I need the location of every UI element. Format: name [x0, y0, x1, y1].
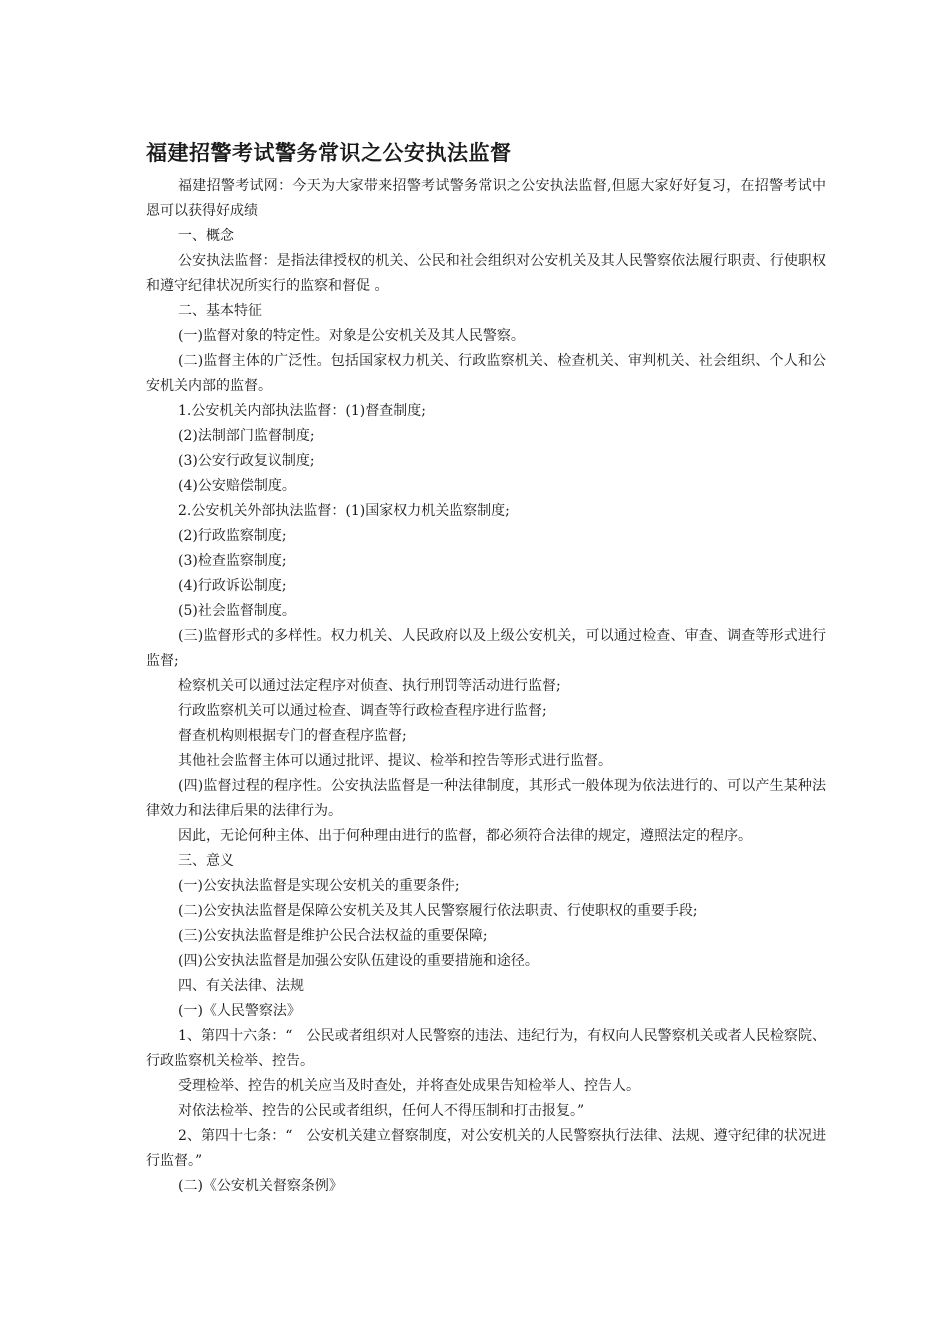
- paragraph: 其他社会监督主体可以通过批评、提议、检举和控告等形式进行监督。: [178, 753, 612, 769]
- list-item: (4)公安赔偿制度。: [178, 478, 296, 494]
- list-item: (2)法制部门监督制度;: [178, 428, 315, 444]
- list-item: 1.公安机关内部执法监督：(1)督查制度;: [178, 403, 426, 419]
- paragraph: 福建招警考试网：今天为大家带来招警考试警务常识之公安执法监督,但愿大家好好复习，在招警考试中恩可以获得好成绩: [146, 178, 826, 219]
- list-item: (2)行政监察制度;: [178, 528, 287, 544]
- document-title: 福建招警考试警务常识之公安执法监督: [146, 141, 512, 165]
- list-item: (3)公安行政复议制度;: [178, 453, 315, 469]
- section-heading: 三、意义: [178, 853, 234, 869]
- document-page: [146, 138, 826, 1199]
- list-item: (二)公安执法监督是保障公安机关及其人民警察履行依法职责、行使职权的重要手段;: [178, 903, 698, 919]
- paragraph: 公安执法监督：是指法律授权的机关、公民和社会组织对公安机关及其人民警察依法履行职责、行使职权和遵守纪律状况所实行的监察和督促 。: [146, 253, 826, 294]
- list-item: (4)行政诉讼制度;: [178, 578, 287, 594]
- list-item: (四)公安执法监督是加强公安队伍建设的重要措施和途径。: [178, 953, 539, 969]
- sub-heading: (二)《公安机关督察条例》: [178, 1178, 343, 1194]
- paragraph: 对依法检举、控告的公民或者组织，任何人不得压制和打击报复。”: [178, 1103, 585, 1119]
- list-item: (一)公安执法监督是实现公安机关的重要条件;: [178, 878, 460, 894]
- document-body: [146, 174, 826, 1199]
- paragraph: 1、第四十六条：“ 公民或者组织对人民警察的违法、违纪行为，有权向人民警察机关或者人民检察院、行政监察机关检举、控告。: [146, 1028, 826, 1069]
- paragraph: 2、第四十七条：“ 公安机关建立督察制度，对公安机关的人民警察执行法律、法规、遵守纪律的状况进行监督。”: [146, 1128, 826, 1169]
- paragraph: (三)监督形式的多样性。权力机关、人民政府以及上级公安机关，可以通过检查、审查、调查等形式进行监督;: [146, 628, 826, 669]
- section-heading: 一、概念: [178, 228, 234, 244]
- section-heading: 二、基本特征: [178, 303, 262, 319]
- paragraph: 行政监察机关可以通过检查、调查等行政检查程序进行监督;: [178, 703, 547, 719]
- paragraph: (二)监督主体的广泛性。包括国家权力机关、行政监察机关、检查机关、审判机关、社会组织、个人和公安机关内部的监督。: [146, 353, 826, 394]
- paragraph: 督查机构则根据专门的督查程序监督;: [178, 728, 407, 744]
- sub-heading: (一)《人民警察法》: [178, 1003, 301, 1019]
- list-item: 2.公安机关外部执法监督：(1)国家权力机关监察制度;: [178, 503, 510, 519]
- list-item: (3)检查监察制度;: [178, 553, 287, 569]
- section-heading: 四、有关法律、法规: [178, 978, 304, 994]
- paragraph: 受理检举、控告的机关应当及时查处，并将查处成果告知检举人、控告人。: [178, 1078, 640, 1094]
- list-item: (三)公安执法监督是维护公民合法权益的重要保障;: [178, 928, 488, 944]
- list-item: (5)社会监督制度。: [178, 603, 296, 619]
- paragraph: 因此，无论何种主体、出于何种理由进行的监督，都必须符合法律的规定，遵照法定的程序。: [178, 828, 752, 844]
- paragraph: (一)监督对象的特定性。对象是公安机关及其人民警察。: [178, 328, 525, 344]
- paragraph: (四)监督过程的程序性。公安执法监督是一种法律制度，其形式一般体现为依法进行的、可以产生某种法律效力和法律后果的法律行为。: [146, 778, 826, 819]
- paragraph: 检察机关可以通过法定程序对侦查、执行刑罚等活动进行监督;: [178, 678, 561, 694]
